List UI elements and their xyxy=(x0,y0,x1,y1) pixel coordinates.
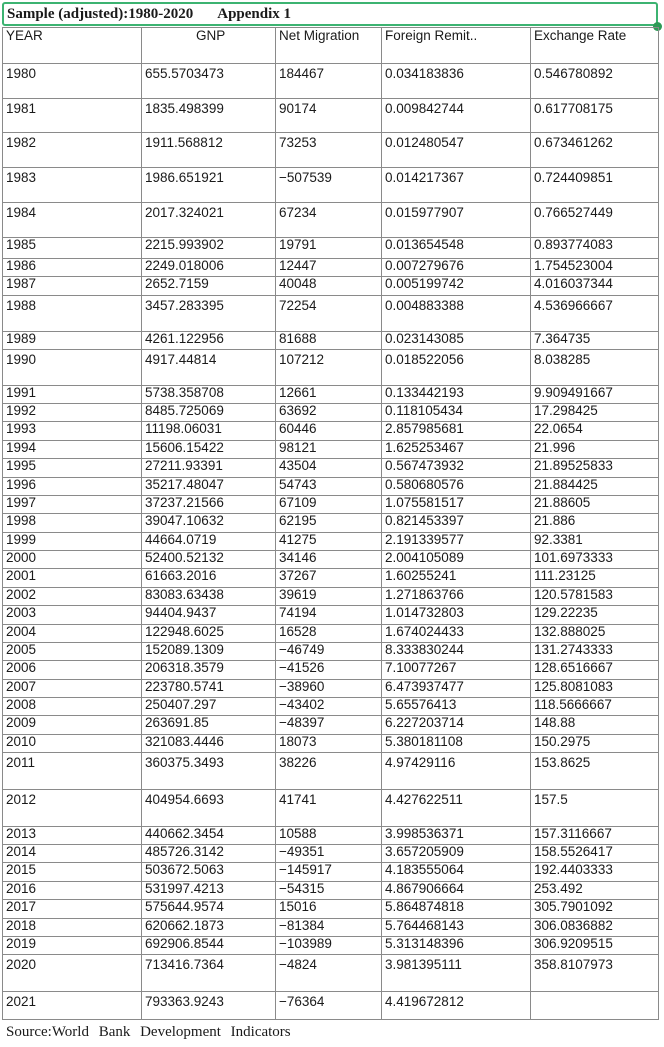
table-row xyxy=(3,277,659,295)
cell-net-migration: −54315 xyxy=(276,881,382,899)
table-row xyxy=(3,789,659,826)
cell-gnp: 4917.44814 xyxy=(142,349,276,385)
cell-exchange-rate: 132.888025 xyxy=(531,624,659,642)
cell-year: 2009 xyxy=(3,716,142,734)
cell-net-migration: 90174 xyxy=(276,98,382,133)
cell-year: 2001 xyxy=(3,569,142,587)
table-row xyxy=(3,259,659,277)
cell-net-migration: −103989 xyxy=(276,936,382,954)
table-row xyxy=(3,331,659,349)
cell-foreign-remittance: 0.118105434 xyxy=(382,404,531,422)
cell-foreign-remittance: 5.380181108 xyxy=(382,734,531,752)
table-row xyxy=(3,900,659,918)
cell-foreign-remittance: 0.004883388 xyxy=(382,295,531,331)
cell-year: 2017 xyxy=(3,900,142,918)
cell-foreign-remittance: 2.191339577 xyxy=(382,532,531,550)
cell-net-migration: −145917 xyxy=(276,863,382,881)
cell-exchange-rate: 21.996 xyxy=(531,440,659,458)
table-row xyxy=(3,734,659,752)
cell-foreign-remittance: 5.313148396 xyxy=(382,936,531,954)
cell-foreign-remittance: 0.009842744 xyxy=(382,98,531,133)
cell-foreign-remittance: 1.271863766 xyxy=(382,587,531,605)
cell-gnp: 223780.5741 xyxy=(142,679,276,697)
cell-gnp: 152089.1309 xyxy=(142,642,276,660)
cell-foreign-remittance: 0.013654548 xyxy=(382,237,531,258)
cell-exchange-rate: 92.3381 xyxy=(531,532,659,550)
cell-foreign-remittance: 2.004105089 xyxy=(382,551,531,569)
cell-net-migration: 67109 xyxy=(276,495,382,513)
cell-year: 1995 xyxy=(3,459,142,477)
cell-exchange-rate: 7.364735 xyxy=(531,331,659,349)
cell-exchange-rate: 21.88605 xyxy=(531,495,659,513)
cell-year: 1991 xyxy=(3,385,142,403)
table-row xyxy=(3,514,659,532)
cell-gnp: 2249.018006 xyxy=(142,259,276,277)
cell-net-migration: 72254 xyxy=(276,295,382,331)
cell-year: 2003 xyxy=(3,606,142,624)
cell-foreign-remittance: 7.10077267 xyxy=(382,661,531,679)
cell-foreign-remittance: 1.60255241 xyxy=(382,569,531,587)
cell-net-migration: 18073 xyxy=(276,734,382,752)
cell-year: 2015 xyxy=(3,863,142,881)
cell-exchange-rate: 0.546780892 xyxy=(531,64,659,99)
cell-gnp: 61663.2016 xyxy=(142,569,276,587)
table-row xyxy=(3,440,659,458)
table-row xyxy=(3,624,659,642)
cell-year: 1986 xyxy=(3,259,142,277)
cell-year: 1993 xyxy=(3,422,142,440)
table-row xyxy=(3,716,659,734)
cell-foreign-remittance: 4.867906664 xyxy=(382,881,531,899)
table-row xyxy=(3,477,659,495)
cell-exchange-rate: 118.5666667 xyxy=(531,698,659,716)
table-row xyxy=(3,295,659,331)
cell-exchange-rate: 120.5781583 xyxy=(531,587,659,605)
cell-net-migration: −41526 xyxy=(276,661,382,679)
cell-year: 1996 xyxy=(3,477,142,495)
cell-exchange-rate: 21.886 xyxy=(531,514,659,532)
cell-net-migration: 16528 xyxy=(276,624,382,642)
cell-gnp: 37237.21566 xyxy=(142,495,276,513)
cell-gnp: 263691.85 xyxy=(142,716,276,734)
cell-gnp: 360375.3493 xyxy=(142,753,276,790)
cell-foreign-remittance: 1.674024433 xyxy=(382,624,531,642)
cell-foreign-remittance: 3.657205909 xyxy=(382,845,531,863)
cell-gnp: 1986.651921 xyxy=(142,168,276,203)
cell-exchange-rate: 125.8081083 xyxy=(531,679,659,697)
cell-foreign-remittance: 8.333830244 xyxy=(382,642,531,660)
cell-gnp: 2215.993902 xyxy=(142,237,276,258)
cell-foreign-remittance: 3.981395111 xyxy=(382,955,531,992)
table-row xyxy=(3,133,659,168)
cell-exchange-rate: 306.0836882 xyxy=(531,918,659,936)
cell-foreign-remittance: 6.227203714 xyxy=(382,716,531,734)
cell-foreign-remittance: 5.65576413 xyxy=(382,698,531,716)
cell-year: 2019 xyxy=(3,936,142,954)
cell-gnp: 122948.6025 xyxy=(142,624,276,642)
data-table xyxy=(2,27,659,1020)
cell-year: 1994 xyxy=(3,440,142,458)
cell-foreign-remittance: 1.625253467 xyxy=(382,440,531,458)
cell-gnp: 52400.52132 xyxy=(142,551,276,569)
cell-year: 2004 xyxy=(3,624,142,642)
cell-year: 1998 xyxy=(3,514,142,532)
table-row xyxy=(3,845,659,863)
cell-exchange-rate: 358.8107973 xyxy=(531,955,659,992)
cell-gnp: 793363.9243 xyxy=(142,992,276,1020)
cell-net-migration: −76364 xyxy=(276,992,382,1020)
cell-year: 1987 xyxy=(3,277,142,295)
cell-foreign-remittance: 0.580680576 xyxy=(382,477,531,495)
cell-year: 2013 xyxy=(3,826,142,844)
cell-exchange-rate: 305.7901092 xyxy=(531,900,659,918)
cell-exchange-rate: 253.492 xyxy=(531,881,659,899)
cell-exchange-rate: 157.5 xyxy=(531,789,659,826)
cell-net-migration: 81688 xyxy=(276,331,382,349)
cell-foreign-remittance: 4.427622511 xyxy=(382,789,531,826)
cell-gnp: 8485.725069 xyxy=(142,404,276,422)
cell-foreign-remittance: 4.97429116 xyxy=(382,753,531,790)
cell-net-migration: 39619 xyxy=(276,587,382,605)
cell-gnp: 39047.10632 xyxy=(142,514,276,532)
cell-foreign-remittance: 0.014217367 xyxy=(382,168,531,203)
cell-year: 2018 xyxy=(3,918,142,936)
cell-year: 2006 xyxy=(3,661,142,679)
cell-foreign-remittance: 4.419672812 xyxy=(382,992,531,1020)
table-row xyxy=(3,955,659,992)
cell-year: 2008 xyxy=(3,698,142,716)
cell-gnp: 250407.297 xyxy=(142,698,276,716)
cell-net-migration: −4824 xyxy=(276,955,382,992)
cell-year: 2021 xyxy=(3,992,142,1020)
header-net-migration: Net Migration xyxy=(276,28,382,64)
table-row xyxy=(3,404,659,422)
cell-gnp: 1835.498399 xyxy=(142,98,276,133)
cell-foreign-remittance: 5.764468143 xyxy=(382,918,531,936)
cell-net-migration: 107212 xyxy=(276,349,382,385)
cell-foreign-remittance: 2.857985681 xyxy=(382,422,531,440)
cell-year: 2020 xyxy=(3,955,142,992)
table-row xyxy=(3,606,659,624)
table-row xyxy=(3,992,659,1020)
cell-year: 2002 xyxy=(3,587,142,605)
cell-exchange-rate: 153.8625 xyxy=(531,753,659,790)
table-row xyxy=(3,64,659,99)
cell-foreign-remittance: 0.007279676 xyxy=(382,259,531,277)
cell-gnp: 404954.6693 xyxy=(142,789,276,826)
cell-gnp: 4261.122956 xyxy=(142,331,276,349)
cell-net-migration: −38960 xyxy=(276,679,382,697)
cell-net-migration: −46749 xyxy=(276,642,382,660)
cell-exchange-rate: 131.2743333 xyxy=(531,642,659,660)
appendix-label: Appendix 1 xyxy=(217,6,292,22)
cell-exchange-rate: 0.617708175 xyxy=(531,98,659,133)
table-row xyxy=(3,881,659,899)
cell-gnp: 206318.3579 xyxy=(142,661,276,679)
table-row xyxy=(3,349,659,385)
header-row xyxy=(3,28,659,64)
cell-net-migration: 12661 xyxy=(276,385,382,403)
cell-gnp: 692906.8544 xyxy=(142,936,276,954)
title-text: Sample (adjusted):1980-2020 xyxy=(7,6,194,22)
cell-year: 1988 xyxy=(3,295,142,331)
cell-exchange-rate: 0.724409851 xyxy=(531,168,659,203)
cell-exchange-rate: 129.22235 xyxy=(531,606,659,624)
cell-net-migration: 62195 xyxy=(276,514,382,532)
cell-net-migration: 43504 xyxy=(276,459,382,477)
source-note: Source:World Bank Development Indicators xyxy=(6,1024,291,1040)
cell-gnp: 503672.5063 xyxy=(142,863,276,881)
cell-gnp: 15606.15422 xyxy=(142,440,276,458)
cell-year: 2000 xyxy=(3,551,142,569)
cell-gnp: 575644.9574 xyxy=(142,900,276,918)
header-foreign-remittance: Foreign Remit.. xyxy=(382,28,531,64)
cell-exchange-rate: 306.9209515 xyxy=(531,936,659,954)
cell-year: 1980 xyxy=(3,64,142,99)
cell-foreign-remittance: 0.015977907 xyxy=(382,202,531,237)
table-row xyxy=(3,936,659,954)
cell-gnp: 35217.48047 xyxy=(142,477,276,495)
cell-year: 1983 xyxy=(3,168,142,203)
table-row xyxy=(3,168,659,203)
cell-gnp: 27211.93391 xyxy=(142,459,276,477)
cell-gnp: 1911.568812 xyxy=(142,133,276,168)
cell-foreign-remittance: 0.034183836 xyxy=(382,64,531,99)
table-row xyxy=(3,698,659,716)
table-row xyxy=(3,679,659,697)
cell-net-migration: 54743 xyxy=(276,477,382,495)
table-row xyxy=(3,422,659,440)
cell-gnp: 3457.283395 xyxy=(142,295,276,331)
cell-gnp: 83083.63438 xyxy=(142,587,276,605)
cell-net-migration: 38226 xyxy=(276,753,382,790)
cell-year: 1982 xyxy=(3,133,142,168)
cell-foreign-remittance: 6.473937477 xyxy=(382,679,531,697)
cell-exchange-rate: 22.0654 xyxy=(531,422,659,440)
cell-foreign-remittance: 0.018522056 xyxy=(382,349,531,385)
cell-exchange-rate: 0.893774083 xyxy=(531,237,659,258)
cell-net-migration: 34146 xyxy=(276,551,382,569)
cell-exchange-rate: 128.6516667 xyxy=(531,661,659,679)
cell-net-migration: −507539 xyxy=(276,168,382,203)
cell-foreign-remittance: 1.075581517 xyxy=(382,495,531,513)
table-row xyxy=(3,532,659,550)
cell-net-migration: 60446 xyxy=(276,422,382,440)
cell-gnp: 44664.0719 xyxy=(142,532,276,550)
cell-year: 1989 xyxy=(3,331,142,349)
cell-foreign-remittance: 0.133442193 xyxy=(382,385,531,403)
cell-year: 2010 xyxy=(3,734,142,752)
cell-net-migration: −81384 xyxy=(276,918,382,936)
table-row xyxy=(3,385,659,403)
table-row xyxy=(3,826,659,844)
cell-year: 2012 xyxy=(3,789,142,826)
cell-net-migration: 184467 xyxy=(276,64,382,99)
cell-year: 1981 xyxy=(3,98,142,133)
cell-exchange-rate: 101.6973333 xyxy=(531,551,659,569)
cell-gnp: 11198.06031 xyxy=(142,422,276,440)
cell-exchange-rate: 9.909491667 xyxy=(531,385,659,403)
table-row xyxy=(3,587,659,605)
cell-exchange-rate: 21.89525833 xyxy=(531,459,659,477)
cell-net-migration: 15016 xyxy=(276,900,382,918)
cell-exchange-rate: 8.038285 xyxy=(531,349,659,385)
cell-exchange-rate: 0.673461262 xyxy=(531,133,659,168)
cell-exchange-rate: 0.766527449 xyxy=(531,202,659,237)
cell-year: 1997 xyxy=(3,495,142,513)
header-exchange-rate: Exchange Rate xyxy=(531,28,659,64)
table-row xyxy=(3,459,659,477)
cell-foreign-remittance: 0.567473932 xyxy=(382,459,531,477)
cell-exchange-rate xyxy=(531,992,659,1020)
cell-gnp: 2017.324021 xyxy=(142,202,276,237)
cell-net-migration: −43402 xyxy=(276,698,382,716)
cell-gnp: 2652.7159 xyxy=(142,277,276,295)
cell-year: 1992 xyxy=(3,404,142,422)
table-row xyxy=(3,863,659,881)
cell-gnp: 655.5703473 xyxy=(142,64,276,99)
cell-net-migration: 74194 xyxy=(276,606,382,624)
cell-net-migration: −48397 xyxy=(276,716,382,734)
cell-gnp: 94404.9437 xyxy=(142,606,276,624)
cell-foreign-remittance: 1.014732803 xyxy=(382,606,531,624)
cell-net-migration: 40048 xyxy=(276,277,382,295)
cell-foreign-remittance: 0.023143085 xyxy=(382,331,531,349)
cell-foreign-remittance: 0.012480547 xyxy=(382,133,531,168)
table-row xyxy=(3,753,659,790)
cell-exchange-rate: 4.016037344 xyxy=(531,277,659,295)
cell-exchange-rate: 4.536966667 xyxy=(531,295,659,331)
cell-exchange-rate: 150.2975 xyxy=(531,734,659,752)
cell-foreign-remittance: 4.183555064 xyxy=(382,863,531,881)
cell-year: 2011 xyxy=(3,753,142,790)
table-row xyxy=(3,918,659,936)
cell-exchange-rate: 157.3116667 xyxy=(531,826,659,844)
cell-net-migration: 41741 xyxy=(276,789,382,826)
table-row xyxy=(3,661,659,679)
cell-year: 1984 xyxy=(3,202,142,237)
cell-year: 1999 xyxy=(3,532,142,550)
cell-year: 2005 xyxy=(3,642,142,660)
cell-gnp: 531997.4213 xyxy=(142,881,276,899)
document-title xyxy=(2,2,658,26)
cell-net-migration: 98121 xyxy=(276,440,382,458)
cell-net-migration: 73253 xyxy=(276,133,382,168)
header-gnp: GNP xyxy=(142,28,276,64)
cell-year: 2014 xyxy=(3,845,142,863)
cell-year: 2016 xyxy=(3,881,142,899)
cell-foreign-remittance: 0.821453397 xyxy=(382,514,531,532)
table-row xyxy=(3,237,659,258)
cell-gnp: 620662.1873 xyxy=(142,918,276,936)
cell-net-migration: 41275 xyxy=(276,532,382,550)
cell-exchange-rate: 1.754523004 xyxy=(531,259,659,277)
cell-gnp: 713416.7364 xyxy=(142,955,276,992)
cell-gnp: 5738.358708 xyxy=(142,385,276,403)
table-row xyxy=(3,569,659,587)
header-year: YEAR xyxy=(3,28,142,64)
table-row xyxy=(3,495,659,513)
table-row xyxy=(3,642,659,660)
table-row xyxy=(3,551,659,569)
table-row xyxy=(3,202,659,237)
cell-year: 2007 xyxy=(3,679,142,697)
cell-net-migration: 67234 xyxy=(276,202,382,237)
table-body xyxy=(3,64,659,1020)
cell-year: 1990 xyxy=(3,349,142,385)
cell-foreign-remittance: 0.005199742 xyxy=(382,277,531,295)
table-row xyxy=(3,98,659,133)
cell-net-migration: 63692 xyxy=(276,404,382,422)
cell-foreign-remittance: 3.998536371 xyxy=(382,826,531,844)
cell-foreign-remittance: 5.864874818 xyxy=(382,900,531,918)
cell-exchange-rate: 21.884425 xyxy=(531,477,659,495)
cell-net-migration: −49351 xyxy=(276,845,382,863)
cell-exchange-rate: 111.23125 xyxy=(531,569,659,587)
cell-net-migration: 37267 xyxy=(276,569,382,587)
cell-year: 1985 xyxy=(3,237,142,258)
cell-net-migration: 19791 xyxy=(276,237,382,258)
cell-net-migration: 12447 xyxy=(276,259,382,277)
cell-exchange-rate: 17.298425 xyxy=(531,404,659,422)
cell-net-migration: 10588 xyxy=(276,826,382,844)
cell-gnp: 440662.3454 xyxy=(142,826,276,844)
cell-exchange-rate: 148.88 xyxy=(531,716,659,734)
cell-gnp: 485726.3142 xyxy=(142,845,276,863)
cell-exchange-rate: 192.4403333 xyxy=(531,863,659,881)
cell-gnp: 321083.4446 xyxy=(142,734,276,752)
cell-exchange-rate: 158.5526417 xyxy=(531,845,659,863)
